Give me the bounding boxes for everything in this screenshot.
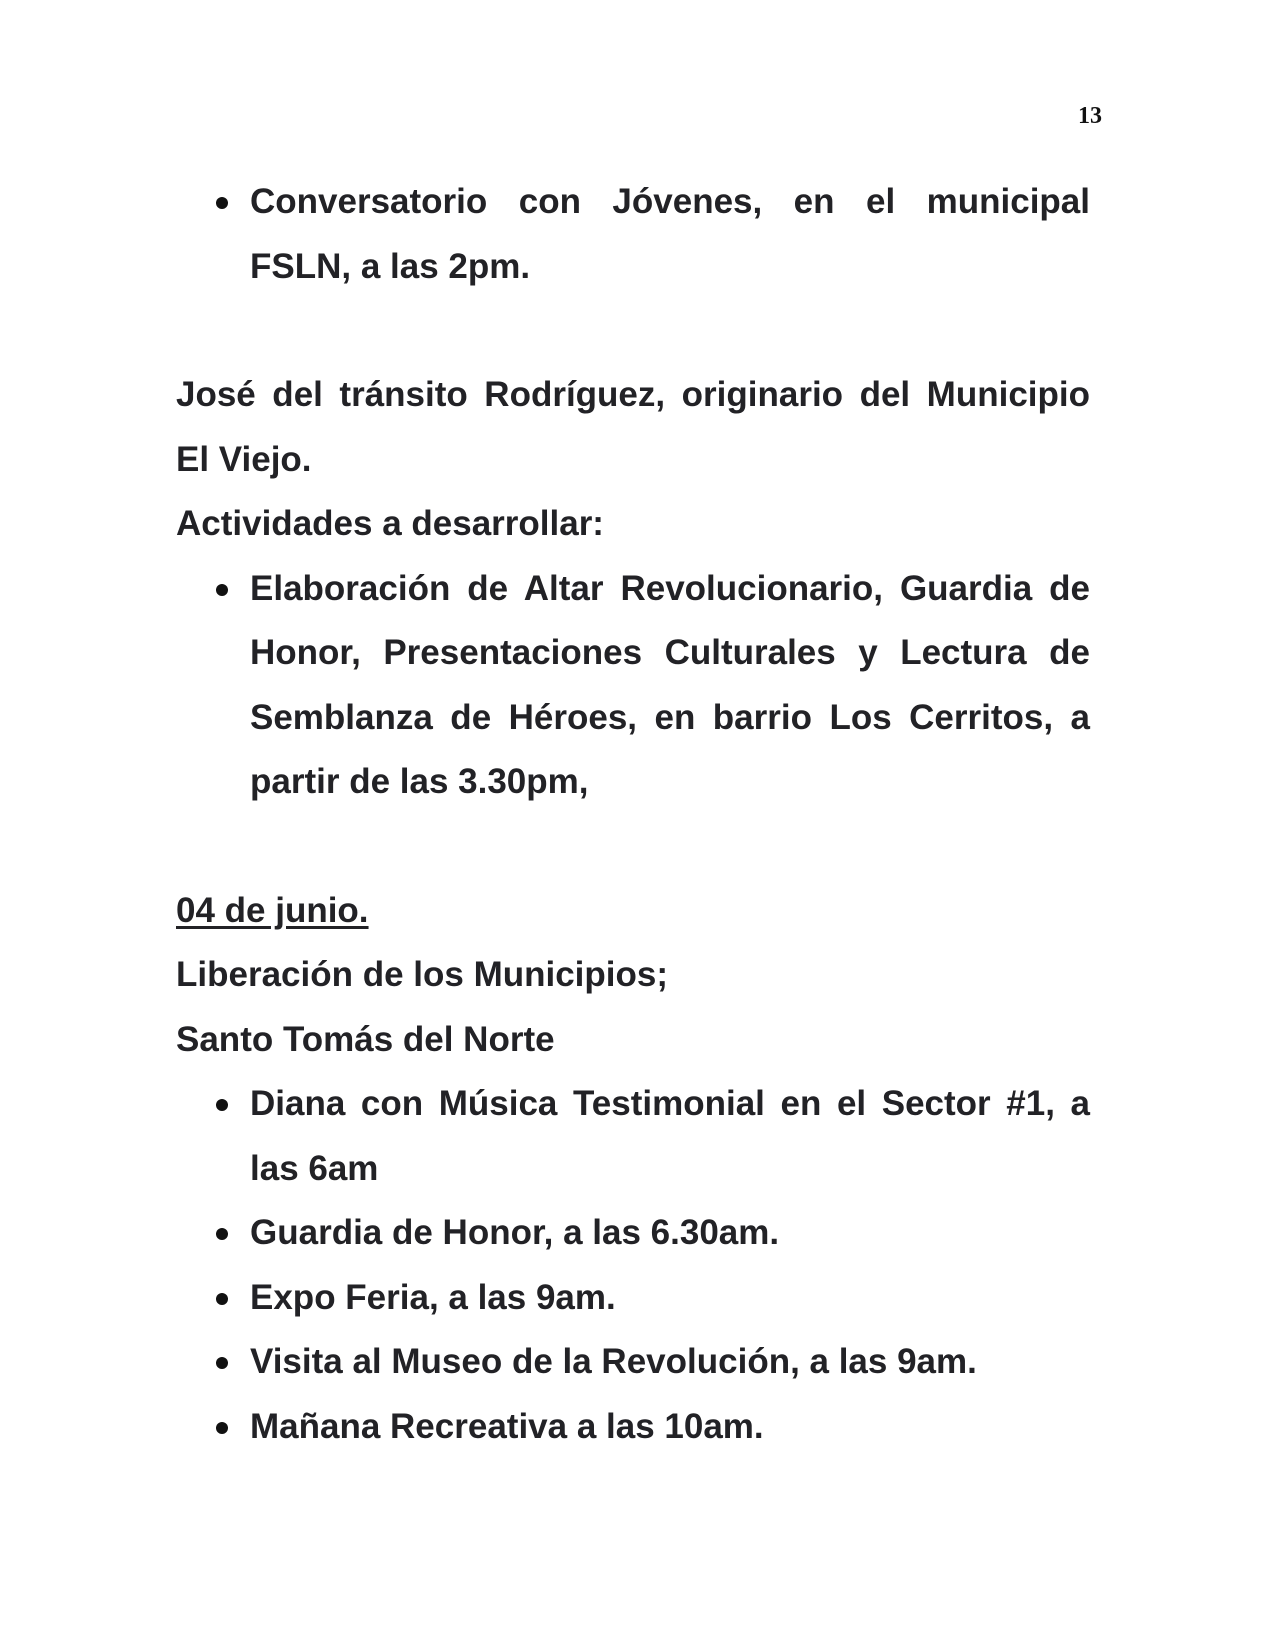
bullet-icon — [216, 1099, 228, 1111]
bullet-list-activities — [176, 557, 1090, 815]
spacer — [176, 299, 1090, 363]
list-item — [250, 1330, 1090, 1395]
bullet-icon — [216, 1293, 228, 1305]
municipality-name: Santo Tomás del Norte — [176, 1019, 555, 1059]
bullet-list-youth — [176, 170, 1090, 299]
bullet-icon — [216, 1357, 228, 1369]
list-item-text: Diana con Música Testimonial en el Sector #1, a las 6am — [250, 1084, 1090, 1188]
list-item — [250, 1395, 1090, 1460]
list-item-text: Elaboración de Altar Revolucionario, Guardia de Honor, Presentaciones Culturales y Lectura de Semblanza de Héroes, en barrio Los Cerritos, a partir de las 3.30pm, — [250, 568, 1090, 801]
list-item-text: Visita al Museo de la Revolución, a las 9am. — [250, 1342, 977, 1381]
list-item — [250, 1072, 1090, 1201]
bullet-icon — [216, 1228, 228, 1240]
document-body — [176, 170, 1090, 1459]
list-item — [250, 170, 1090, 299]
list-item-text: Mañana Recreativa a las 10am. — [250, 1406, 764, 1446]
bullet-icon — [216, 1422, 228, 1434]
list-item-text: Guardia de Honor, a las 6.30am. — [250, 1213, 780, 1252]
spacer — [176, 815, 1090, 879]
bullet-icon — [216, 197, 228, 209]
list-item-text: Conversatorio con Jóvenes, en el municipal FSLN, a las 2pm. — [250, 182, 1090, 286]
list-item — [250, 1201, 1090, 1266]
list-item-text: Expo Feria, a las 9am. — [250, 1277, 616, 1317]
list-item — [250, 1266, 1090, 1331]
page-number: 13 — [1078, 103, 1102, 129]
bullet-icon — [216, 584, 228, 596]
list-item — [250, 557, 1090, 815]
paragraph-intro: José del tránsito Rodríguez, originario del Municipio El Viejo. — [176, 375, 1090, 479]
bullet-list-events — [176, 1072, 1090, 1459]
date-heading: 04 de junio. — [176, 890, 369, 930]
section-heading: Liberación de los Municipios; — [176, 955, 668, 994]
activities-label: Actividades a desarrollar: — [176, 504, 604, 543]
